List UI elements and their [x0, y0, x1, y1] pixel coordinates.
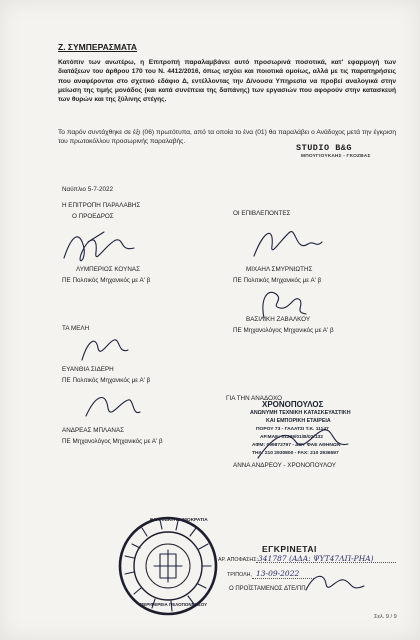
copies-paragraph: Το παρόν συντάχθηκε σε έξι (06) πρωτότυπα, από τα οποία το ένα (01) θα παραλάβει ο Ανάδοχος μετά την έγκριση του πρωτοκόλλου προσωρινής παραλαβής. [58, 129, 396, 146]
seal-region-text: ΠΕΡΙΦΕΡΕΙΑ ΠΕΛΟΠΟΝΝΗΣΟΥ [140, 602, 208, 607]
member-1-title: ΠΕ Πολιτικός Μηχανικός με Α' β [62, 377, 151, 384]
member-2-name: ΑΝΔΡΕΑΣ ΜΠΛΑΝΑΣ [62, 427, 125, 434]
chair-name: ΛΥΜΠΕΡΙΟΣ ΚΟΥΝΑΣ [76, 266, 140, 273]
conclusions-paragraph: Κατόπιν των ανωτέρω, η Επιτροπή παραλαμβάνει αυτό προσωρινά ποσοτικά, κατ' εφαρμογή των διατάξεων του άρθρου 170 του Ν. 4412/2016, όπως ισχύει και ποιοτικά ομοίως, αλλά με τις παρατηρήσεις που αναφέρονται στο σχετικό εδάφιο Δ, εντέλλοντας την Δ/νουσα Υπηρεσία να προβεί αναλογικά στην μείωση της τιμής μονάδος (και κατά συνέπεια της δαπάνης) των εργασιών που αφορούν στην κατασκευή των θυρών και της ξύλινης στέγης. [58, 59, 396, 104]
contractor-heading: ΓΙΑ ΤΗΝ ΑΝΑΔΟΧΟ [226, 395, 283, 402]
member-1-signature [74, 330, 134, 368]
section-heading: Ζ. ΣΥΜΠΕΡΑΣΜΑΤΑ [58, 42, 138, 52]
approval-place-label: ΤΡΙΠΟΛΗ, [227, 572, 252, 578]
supervisor-1-signature [246, 222, 326, 266]
member-2-title: ΠΕ Μηχανολόγος Μηχανικός με Α' β [62, 438, 163, 445]
place-date: Ναύπλιο 5-7-2022 [62, 186, 113, 193]
chair-heading: Ο ΠΡΟΕΔΡΟΣ [72, 213, 114, 220]
approver-signature [300, 568, 370, 598]
seal-outer-text: ΕΛΛΗΝΙΚΗ ΔΗΜΟΚΡΑΤΙΑ [150, 518, 208, 523]
approval-date: 13-09-2022 [256, 569, 300, 578]
company-stamp-line: ΠΟΡΟΥ 73 - ΓΑΛΑΤΣΙ Τ.Κ. 11147 [256, 427, 329, 432]
page-number: Σελ. 9 / 9 [374, 614, 397, 620]
contractor-signatory: ΑΝΝΑ ΑΝΔΡΕΟΥ - ΧΡΟΝΟΠΟΥΛΟΥ [233, 462, 336, 469]
approval-signer-title: Ο ΠΡΟΪΣΤΑΜΕΝΟΣ ΔΤΕ/ΠΠ [229, 586, 306, 592]
committee-heading: Η ΕΠΙΤΡΟΠΗ ΠΑΡΑΛΑΒΗΣ [62, 202, 141, 209]
member-1-name: ΕΥΑΝΘΙΑ ΣΙΔΕΡΗ [62, 366, 114, 373]
company-stamp-line: ΑΡ.ΜΑΕ: 51239/01/Β/02/132 [260, 435, 323, 440]
studio-stamp-name: STUDIO B&G [296, 143, 353, 153]
company-stamp-line: ΚΑΙ ΕΜΠΟΡΙΚΗ ΕΤΑΙΡΕΙΑ [266, 418, 331, 424]
supervisor-2-title: ΠΕ Μηχανολόγος Μηχανικός με Α' β [233, 327, 334, 334]
supervisor-1-title: ΠΕ Πολιτικός Μηχανικός με Α' β [233, 277, 322, 284]
studio-stamp-subtitle: ΜΠΟΥΓΙΟΥΚΛΗΣ - ΓΚΟΖΒΑΣ [301, 154, 371, 159]
chair-title: ΠΕ Πολιτικός Μηχανικός με Α' β [62, 277, 151, 284]
decision-underline [256, 562, 396, 563]
members-heading: ΤΑ ΜΕΛΗ [62, 325, 90, 332]
company-stamp-line: ΑΝΩΝΥΜΗ ΤΕΧΝΙΚΗ ΚΑΤΑΣΚΕΥΑΣΤΙΚΗ [250, 410, 351, 416]
approval-heading: ΕΓΚΡΙΝΕΤΑΙ [262, 544, 317, 554]
company-stamp-line: ΑΦΜ: 099872797 - ΔΟΥ ΦΑΕ ΑΘΗΝΩΝ [252, 443, 341, 448]
supervisor-2-name: ΒΑΣΙΛΙΚΗ ΖΑΒΑΛΚΟΥ [246, 316, 311, 323]
supervisors-heading: ΟΙ ΕΠΙΒΛΕΠΟΝΤΕΣ [233, 210, 291, 217]
contractor-signature [248, 418, 358, 466]
supervisor-1-name: ΜΙΧΑΗΛ ΣΜΥΡΝΙΩΤΗΣ [246, 266, 313, 273]
chair-signature [58, 222, 150, 272]
decision-number-value: 341787 (ΑΔΑ: ΨΥΤ47ΛΠ-ΡΗΑ) [258, 554, 374, 563]
decision-number-label: ΑΡ. ΑΠΟΦΑΣΗΣ: [218, 557, 258, 563]
member-2-signature [80, 388, 144, 428]
company-stamp-line: ΤΗΛ: 210 2930800 - FAX: 210 2936597 [252, 451, 339, 456]
company-stamp-line: ΧΡΟΝΟΠΟΥΛΟΣ [262, 400, 324, 409]
